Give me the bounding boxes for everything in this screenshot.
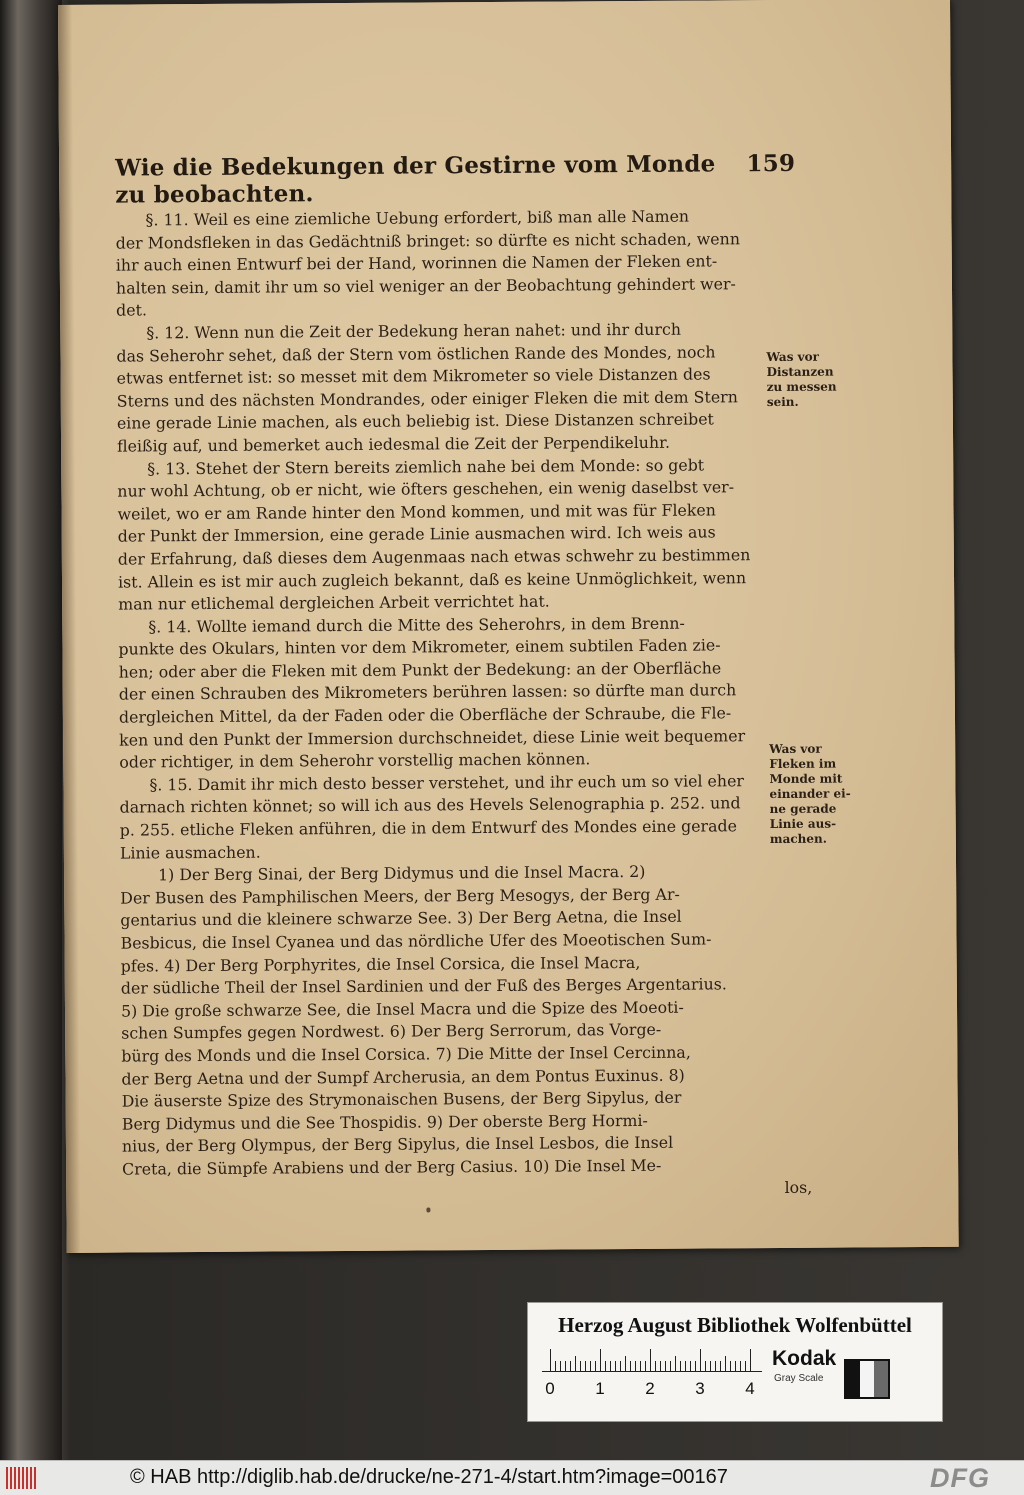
ruler-tick [725, 1356, 726, 1371]
ruler-tick [615, 1361, 616, 1371]
ruler-number: 0 [545, 1379, 555, 1398]
text-line: das Seherohr sehet, daß der Stern vom östlichen Rande des Mondes, noch [116, 341, 716, 366]
ruler-tick [670, 1361, 671, 1371]
text-line: darnach richten könnet; so will ich aus des Hevels Selenographia p. 252. und [119, 793, 741, 818]
text-line: Linie ausmachen. [119, 842, 261, 863]
text-line: Sterns und des nächsten Mondrandes, oder einiger Fleken die mit dem Stern [116, 387, 738, 411]
margin-note-line: ne gerade [769, 801, 837, 817]
margin-note-line: zu messen [766, 379, 837, 395]
text-line: oder richtiger, in dem Seherohr vorstellig machen können. [119, 749, 591, 772]
text-line: punkte des Okulars, hinten vor dem Mikrometer, einem subtilen Faden zie- [118, 635, 721, 659]
ruler-tick [640, 1361, 641, 1371]
ruler-tick [680, 1361, 681, 1371]
page-number: 159 [746, 149, 796, 178]
ruler-tick [585, 1361, 586, 1371]
text-line: §. 12. Wenn nun die Zeit der Bedekung heran nahet: und ihr durch [146, 319, 682, 343]
text-line: nius, der Berg Olympus, der Berg Sipylus, die Insel Lesbos, die Insel [121, 1133, 674, 1156]
margin-note-line: Distanzen [766, 364, 834, 380]
ruler-baseline [542, 1371, 762, 1372]
ruler-tick [565, 1361, 566, 1371]
margin-note-line: Was vor [769, 741, 822, 757]
ruler-tick [645, 1361, 646, 1371]
text-line: ist. Allein es ist mir auch zugleich bekannt, daß es keine Unmöglichkeit, wenn [117, 567, 747, 592]
ruler-tick [655, 1361, 656, 1371]
margin-note-line: Monde mit [769, 771, 843, 787]
ruler-tick [660, 1361, 661, 1371]
text-line: halten sein, damit ihr um so viel weniger an der Beobachtung gehindert wer- [115, 274, 736, 298]
ruler-tick [715, 1361, 716, 1371]
ruler-tick [630, 1361, 631, 1371]
library-name: Herzog August Bibliothek Wolfenbüttel [558, 1313, 912, 1337]
text-line: §. 11. Weil es eine ziemliche Uebung erfordert, biß man alle Namen [145, 206, 690, 230]
text-line: fleißig auf, und bemerket auch iedesmal die Zeit der Perpendikeluhr. [117, 432, 671, 456]
gray-patch-white [860, 1361, 874, 1397]
catchword: los, [784, 1177, 813, 1197]
text-line: der einen Schrauben des Mikrometers berühren lassen: so dürfte man durch [118, 680, 737, 705]
left-page-edge [0, 0, 62, 1460]
text-line: weilet, wo er am Rande hinter den Mond kommen, und mit was für Fleken [117, 500, 716, 524]
text-line: der Berg Aetna und der Sumpf Archerusia, an dem Pontus Euxinus. 8) [121, 1065, 685, 1089]
ruler-tick [735, 1361, 736, 1371]
ruler-tick [720, 1361, 721, 1371]
text-line: der Mondsfleken in das Gedächtniß bringet: so dürfte es nicht schaden, wenn [115, 228, 741, 253]
ruler-tick [635, 1361, 636, 1371]
ruler-tick [750, 1349, 751, 1371]
text-line: det. [116, 300, 148, 320]
ruler-tick [745, 1361, 746, 1371]
header-title: Wie die Bedekungen der Gestirne vom Monde zu beobachten. [115, 150, 716, 209]
margin-note-distanzen [766, 350, 836, 410]
ruler-tick [695, 1361, 696, 1371]
text-line: Berg Didymus und die See Thospidis. 9) Der oberste Berg Hormi- [121, 1110, 648, 1134]
ruler-tick [580, 1361, 581, 1371]
gray-patch-gray [874, 1361, 888, 1397]
ruler-tick [595, 1361, 596, 1371]
footer-copyright-url[interactable]: © HAB http://diglib.hab.de/drucke/ne-271-4/start.htm?image=00167 [130, 1466, 728, 1488]
ruler-tick [690, 1361, 691, 1371]
text-line: der Punkt der Immersion, eine gerade Linie ausmachen wird. Ich weis aus [117, 522, 716, 546]
text-line: §. 14. Wollte iemand durch die Mitte des Seherohrs, in dem Brenn- [148, 613, 685, 637]
margin-note-line: sein. [766, 394, 799, 410]
ruler-tick [560, 1361, 561, 1371]
ruler-number: 1 [595, 1379, 605, 1398]
body-text [115, 205, 822, 1204]
gray-patch-black [846, 1361, 860, 1397]
text-line: Besbicus, die Insel Cyanea und das nördliche Ufer des Moeotischen Sum- [120, 929, 712, 953]
gray-scale-patches [844, 1359, 890, 1399]
text-line: ihr auch einen Entwurf bei der Hand, worinnen die Namen der Fleken ent- [115, 251, 718, 275]
ruler-tick [675, 1356, 676, 1371]
ruler-number: 2 [645, 1379, 655, 1398]
text-line: etwas entfernet ist: so messet mit dem Mikrometer so viele Distanzen des [116, 364, 711, 388]
text-line: nur wohl Achtung, ob er nicht, wie öfters geschehen, ein wenig daselbst ver- [117, 477, 735, 501]
ruler-tick [570, 1361, 571, 1371]
ruler-tick [665, 1361, 666, 1371]
library-color-chart-label [527, 1302, 943, 1422]
running-header [115, 150, 795, 209]
text-line: §. 15. Damit ihr mich desto besser verstehet, und ihr euch um so viel eher [149, 771, 745, 795]
text-line: der südliche Theil der Insel Sardinien und der Fuß des Berges Argentarius. [120, 974, 727, 998]
kodak-logo: Kodak [772, 1347, 837, 1370]
text-line: gentarius und die kleinere schwarze See. 3) Der Berg Aetna, die Insel [120, 907, 682, 930]
barcode-icon [6, 1467, 36, 1489]
text-line: Der Busen des Pamphilischen Meers, der Berg Mesogys, der Berg Ar- [120, 884, 680, 908]
margin-note-line: Linie aus- [769, 816, 837, 832]
footer-bar [0, 1460, 1024, 1495]
text-line: ken und den Punkt der Immersion durchschneidet, diese Linie weit bequemer [119, 725, 746, 750]
ruler-tick [625, 1356, 626, 1371]
ruler-tick [620, 1361, 621, 1371]
text-line: hen; oder aber die Fleken mit dem Punkt der Bedekung: an der Oberfläche [118, 658, 722, 682]
ruler-tick [610, 1361, 611, 1371]
ruler-tick [600, 1349, 601, 1371]
scale-ruler [542, 1349, 762, 1398]
margin-note-line: einander ei- [769, 786, 851, 802]
margin-note-line: machen. [769, 831, 827, 847]
gray-scale-label: Gray Scale [774, 1373, 824, 1384]
ruler-tick [650, 1349, 651, 1371]
ruler-tick [550, 1349, 551, 1371]
ruler-number: 3 [695, 1379, 705, 1398]
ruler-tick [685, 1361, 686, 1371]
ruler-tick [730, 1361, 731, 1371]
text-line: Die äuserste Spize des Strymonaischen Busens, der Berg Sipylus, der [121, 1087, 682, 1111]
text-line: 1) Der Berg Sinai, der Berg Didymus und die Insel Macra. 2) [158, 862, 646, 885]
ruler-number: 4 [745, 1379, 755, 1398]
text-line: 5) Die große schwarze See, die Insel Macra und die Spize des Moeoti- [120, 997, 684, 1021]
book-page [58, 0, 959, 1253]
ruler-tick [705, 1361, 706, 1371]
text-line: p. 255. etliche Fleken anführen, die in dem Entwurf des Mondes eine gerade [119, 816, 738, 840]
ruler-tick [555, 1361, 556, 1371]
margin-note-line: Was vor [766, 349, 819, 365]
ruler-tick [740, 1361, 741, 1371]
ruler-tick [590, 1361, 591, 1371]
ink-speck [426, 1207, 430, 1212]
text-line: Creta, die Sümpfe Arabiens und der Berg Casius. 10) Die Insel Me- [122, 1155, 662, 1179]
ruler-tick [575, 1356, 576, 1371]
margin-note-fleken [769, 741, 851, 847]
text-line: der Erfahrung, daß dieses dem Augenmaas nach etwas schwehr zu bestimmen [117, 545, 751, 569]
text-line: bürg des Monds und die Insel Corsica. 7) Die Mitte der Insel Cercinna, [121, 1042, 691, 1066]
ruler-tick [605, 1361, 606, 1371]
ruler-tick [710, 1361, 711, 1371]
text-line: schen Sumpfes gegen Nordwest. 6) Der Berg Serrorum, das Vorge- [121, 1020, 662, 1043]
margin-note-line: Fleken im [769, 756, 837, 772]
text-line: man nur etlichemal dergleichen Arbeit verrichtet hat. [118, 591, 550, 614]
text-line: pfes. 4) Der Berg Porphyrites, die Insel Corsica, die Insel Macra, [120, 952, 641, 976]
text-line: §. 13. Stehet der Stern bereits ziemlich nahe bei dem Monde: so gebt [147, 455, 705, 478]
dfg-logo: DFG [930, 1463, 990, 1493]
text-line: eine gerade Linie machen, als euch beliebig ist. Diese Distanzen schreibet [116, 409, 714, 433]
text-line: dergleichen Mittel, da der Faden oder die Oberfläche der Schraube, die Fle- [118, 703, 732, 727]
ruler-tick [700, 1349, 701, 1371]
